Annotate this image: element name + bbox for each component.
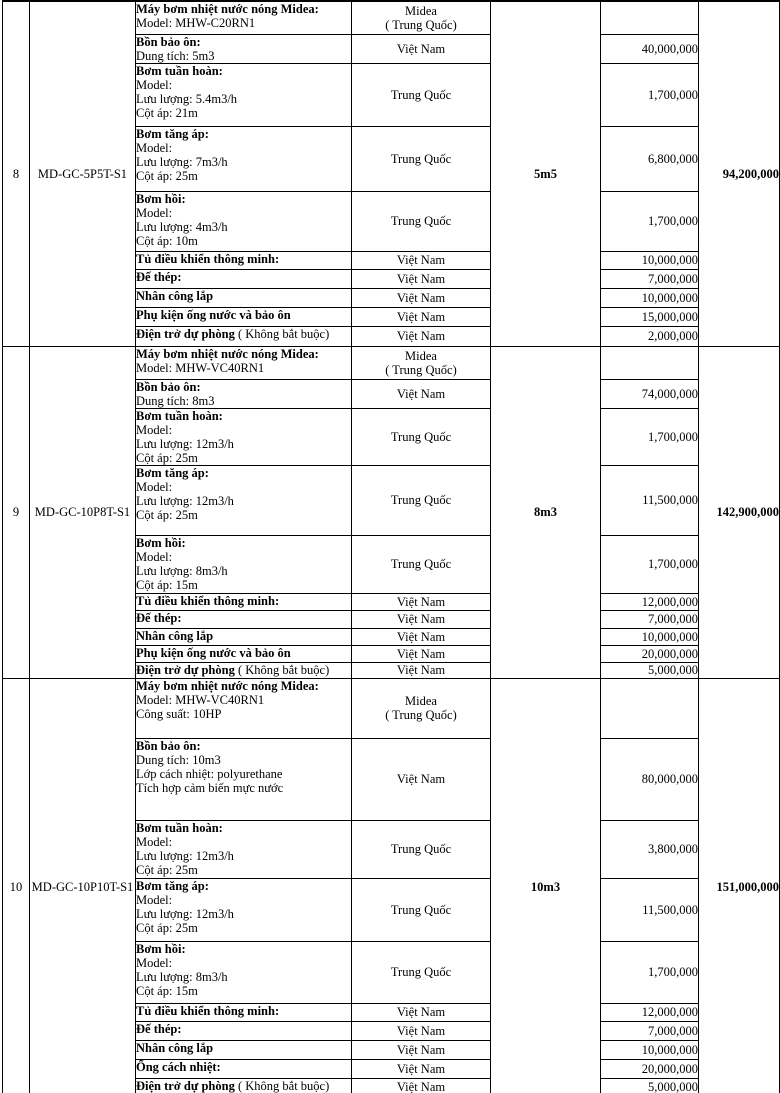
component-detail-line: Model:: [136, 422, 173, 437]
origin-line: Việt Nam: [396, 253, 446, 267]
component-description-cell: [136, 1059, 352, 1078]
component-title-line: [136, 629, 351, 643]
component-detail-line: Cột áp: 25m: [136, 450, 198, 465]
origin-cell: [352, 610, 491, 628]
component-detail-line: Lưu lượng: 7m3/h: [136, 154, 228, 169]
origin-cell: [352, 465, 491, 535]
origin-line: Trung Quốc: [390, 965, 452, 979]
component-detail-line: Dung tích: 5m3: [136, 48, 215, 63]
component-description-cell: [136, 408, 352, 465]
component-detail-line: Model:: [136, 549, 173, 564]
component-title: Máy bơm nhiệt nước nóng Midea:: [136, 678, 319, 693]
unit-price-cell: 5,000,000: [601, 662, 699, 678]
origin-cell: [352, 628, 491, 645]
component-title: Tủ điều khiển thông minh:: [136, 1003, 280, 1018]
unit-price-cell: 7,000,000: [601, 1021, 699, 1040]
origin-line: Việt Nam: [396, 271, 446, 286]
component-title: Bơm hồi:: [136, 941, 186, 956]
origin-cell: [352, 326, 491, 346]
origin-line: Việt Nam: [396, 1005, 446, 1019]
component-title-line: [136, 879, 351, 893]
price-quotation-table: [2, 0, 780, 1093]
component-title-line: [136, 1060, 351, 1074]
component-detail-line: Cột áp: 21m: [136, 105, 198, 120]
origin-line: Việt Nam: [396, 290, 446, 305]
table-row: [3, 678, 780, 738]
component-title-line: [136, 127, 351, 141]
origin-cell: [352, 34, 491, 63]
component-detail-line: Dung tích: 10m3: [136, 752, 221, 767]
origin-line: Trung Quốc: [390, 842, 452, 856]
row-number-cell: 9: [3, 346, 30, 678]
component-description-cell: [136, 191, 352, 251]
component-title-line: [136, 663, 351, 677]
unit-price-cell: 10,000,000: [601, 288, 699, 307]
component-title: Nhân công lắp: [136, 628, 214, 643]
component-title: Bơm hồi:: [136, 535, 186, 550]
component-description-cell: [136, 126, 352, 191]
component-detail-line: Model:: [136, 479, 173, 494]
origin-line: Việt Nam: [396, 1023, 446, 1038]
origin-line: Việt Nam: [396, 612, 446, 626]
component-title: Bơm tăng áp:: [136, 465, 209, 480]
component-title-line: [136, 409, 351, 423]
origin-line: Trung Quốc: [390, 902, 452, 917]
unit-price-cell: 80,000,000: [601, 738, 699, 820]
origin-line: Việt Nam: [396, 772, 446, 786]
unit-price-cell: 10,000,000: [601, 251, 699, 269]
component-detail-line: Công suất: 10HP: [136, 706, 222, 721]
component-detail-line: Model:: [136, 140, 173, 155]
component-description-cell: [136, 941, 352, 1003]
component-title: Máy bơm nhiệt nước nóng Midea:: [136, 2, 319, 16]
component-title: Bồn bảo ôn:: [136, 34, 201, 49]
component-description-cell: [136, 288, 352, 307]
origin-line: Việt Nam: [396, 646, 446, 661]
component-title: Đế thép:: [136, 269, 182, 284]
origin-cell: [352, 1059, 491, 1078]
row-number-cell: 8: [3, 1, 30, 346]
origin-line: ( Trung Quốc): [385, 17, 457, 32]
component-title: Tủ điều khiển thông minh:: [136, 593, 280, 608]
product-code-cell: MD-GC-10P10T-S1: [30, 678, 136, 1093]
component-title-line: [136, 679, 351, 693]
origin-line: Trung Quốc: [390, 151, 452, 166]
component-detail-line: Model:: [136, 955, 173, 970]
component-title-line: [136, 192, 351, 206]
component-description-cell: [136, 1021, 352, 1040]
product-code-cell: MD-GC-10P8T-S1: [30, 346, 136, 678]
origin-cell: [352, 288, 491, 307]
unit-price-cell: 6,800,000: [601, 126, 699, 191]
origin-cell: [352, 269, 491, 288]
component-title-suffix: ( Không bắt buộc): [234, 326, 330, 341]
component-description-cell: [136, 326, 352, 346]
component-title-line: [136, 2, 351, 16]
origin-cell: [352, 678, 491, 738]
component-description-cell: [136, 628, 352, 645]
component-title-line: [136, 252, 351, 266]
origin-line: Việt Nam: [396, 594, 446, 609]
origin-line: Trung Quốc: [390, 429, 452, 444]
component-detail-line: Lưu lượng: 12m3/h: [136, 848, 234, 863]
component-description-cell: [136, 662, 352, 678]
total-price-cell: 94,200,000: [699, 1, 780, 346]
component-detail-line: Cột áp: 25m: [136, 920, 198, 935]
origin-cell: [352, 645, 491, 662]
component-title: Bơm tuần hoàn:: [136, 63, 223, 78]
component-description-cell: [136, 738, 352, 820]
component-detail-line: Lưu lượng: 12m3/h: [136, 436, 234, 451]
component-title: Bơm tăng áp:: [136, 126, 209, 141]
origin-line: Việt Nam: [396, 629, 446, 644]
table-row: [3, 346, 780, 379]
unit-price-cell: 7,000,000: [601, 269, 699, 288]
origin-cell: [352, 1078, 491, 1093]
origin-line: Việt Nam: [396, 1061, 446, 1076]
origin-cell: [352, 662, 491, 678]
origin-line: Trung Quốc: [390, 557, 452, 571]
component-description-cell: [136, 269, 352, 288]
origin-line: Việt Nam: [396, 41, 446, 56]
component-detail-line: Lớp cách nhiệt: polyurethane: [136, 766, 283, 781]
component-detail-line: Lưu lượng: 8m3/h: [136, 563, 228, 578]
unit-price-cell: 20,000,000: [601, 1059, 699, 1078]
component-title-line: [136, 536, 351, 550]
row-number-cell: 10: [3, 678, 30, 1093]
component-title-line: [136, 821, 351, 835]
component-title-line: [136, 270, 351, 284]
component-description-cell: [136, 1003, 352, 1021]
unit-price-cell: 10,000,000: [601, 628, 699, 645]
origin-cell: [352, 346, 491, 379]
total-price-cell: 142,900,000: [699, 346, 780, 678]
component-description-cell: [136, 346, 352, 379]
unit-price-cell: 40,000,000: [601, 34, 699, 63]
component-title: Điện trở dự phòng: [136, 326, 235, 341]
component-title-line: [136, 611, 351, 625]
origin-line: Việt Nam: [396, 1042, 446, 1057]
unit-price-cell: 1,700,000: [601, 63, 699, 126]
origin-cell: [352, 191, 491, 251]
unit-price-cell: 2,000,000: [601, 326, 699, 346]
component-title-line: [136, 289, 351, 303]
origin-cell: [352, 820, 491, 878]
origin-cell: [352, 126, 491, 191]
component-title: Tủ điều khiển thông minh:: [136, 251, 280, 266]
component-title-line: [136, 308, 351, 322]
unit-price-cell: [601, 678, 699, 738]
origin-cell: [352, 593, 491, 610]
component-title-line: [136, 942, 351, 956]
origin-line: Trung Quốc: [390, 214, 452, 228]
origin-cell: [352, 738, 491, 820]
unit-price-cell: 12,000,000: [601, 1003, 699, 1021]
component-title: Bơm tăng áp:: [136, 878, 209, 893]
component-title-line: [136, 64, 351, 78]
component-title: Bồn bảo ôn:: [136, 738, 201, 753]
origin-line: Việt Nam: [396, 329, 446, 343]
component-title-line: [136, 1022, 351, 1036]
origin-line: Trung Quốc: [390, 87, 452, 102]
component-title-line: [136, 380, 351, 394]
component-title: Đế thép:: [136, 1021, 182, 1036]
origin-cell: [352, 408, 491, 465]
component-title: Phụ kiện ống nước và bảo ôn: [136, 645, 291, 660]
component-detail-line: Tích hợp cảm biến mực nước: [136, 780, 284, 795]
component-title-line: [136, 646, 351, 660]
unit-price-cell: 1,700,000: [601, 408, 699, 465]
unit-price-cell: 1,700,000: [601, 191, 699, 251]
component-description-cell: [136, 678, 352, 738]
component-title: Bồn bảo ôn:: [136, 379, 201, 394]
origin-cell: [352, 379, 491, 408]
component-detail-line: Model: MHW-VC40RN1: [136, 692, 265, 707]
component-detail-line: Lưu lượng: 8m3/h: [136, 969, 228, 984]
origin-cell: [352, 535, 491, 593]
origin-line: Việt Nam: [396, 386, 446, 401]
component-detail-line: Lưu lượng: 12m3/h: [136, 906, 234, 921]
capacity-cell: 5m5: [491, 1, 601, 346]
unit-price-cell: 10,000,000: [601, 1040, 699, 1059]
origin-cell: [352, 941, 491, 1003]
component-detail-line: Model: MHW-C20RN1: [136, 16, 256, 30]
component-description-cell: [136, 535, 352, 593]
component-description-cell: [136, 379, 352, 408]
component-title: Điện trở dự phòng: [136, 662, 235, 677]
unit-price-cell: 7,000,000: [601, 610, 699, 628]
component-title: Ống cách nhiệt:: [136, 1059, 221, 1074]
unit-price-cell: 20,000,000: [601, 645, 699, 662]
component-title-line: [136, 466, 351, 480]
component-detail-line: Cột áp: 15m: [136, 577, 198, 592]
component-title: Nhân công lắp: [136, 288, 214, 303]
component-detail-line: Dung tích: 8m3: [136, 393, 215, 408]
component-detail-line: Model:: [136, 77, 173, 92]
component-title: Nhân công lắp: [136, 1040, 214, 1055]
component-detail-line: Model:: [136, 834, 173, 849]
component-title: Phụ kiện ống nước và bảo ôn: [136, 307, 291, 322]
component-description-cell: [136, 593, 352, 610]
component-detail-line: Lưu lượng: 12m3/h: [136, 493, 234, 508]
unit-price-cell: 5,000,000: [601, 1078, 699, 1093]
component-title-line: [136, 1041, 351, 1055]
component-description-cell: [136, 610, 352, 628]
origin-line: Việt Nam: [396, 1080, 446, 1093]
origin-line: Midea: [405, 3, 437, 18]
unit-price-cell: 1,700,000: [601, 941, 699, 1003]
component-title-line: [136, 327, 351, 341]
component-detail-line: Cột áp: 25m: [136, 168, 198, 183]
origin-cell: [352, 251, 491, 269]
component-description-cell: [136, 63, 352, 126]
origin-line: Việt Nam: [396, 309, 446, 324]
component-detail-line: Cột áp: 15m: [136, 983, 198, 998]
component-title-line: [136, 739, 351, 753]
component-title: Bơm hồi:: [136, 191, 186, 206]
component-title: Điện trở dự phòng: [136, 1078, 235, 1093]
component-title-line: [136, 1079, 351, 1093]
unit-price-cell: 1,700,000: [601, 535, 699, 593]
component-description-cell: [136, 878, 352, 941]
origin-line: ( Trung Quốc): [385, 708, 457, 722]
component-description-cell: [136, 1078, 352, 1093]
origin-cell: [352, 1003, 491, 1021]
component-detail-line: Model:: [136, 892, 173, 907]
component-title-suffix: ( Không bắt buộc): [234, 662, 330, 677]
component-title-line: [136, 35, 351, 49]
component-description-cell: [136, 251, 352, 269]
origin-cell: [352, 307, 491, 326]
component-detail-line: Cột áp: 10m: [136, 233, 198, 248]
component-description-cell: [136, 465, 352, 535]
capacity-cell: 10m3: [491, 678, 601, 1093]
origin-line: Midea: [405, 348, 437, 363]
component-description-cell: [136, 307, 352, 326]
table-row: [3, 1, 780, 34]
origin-cell: [352, 878, 491, 941]
component-description-cell: [136, 645, 352, 662]
unit-price-cell: 11,500,000: [601, 465, 699, 535]
component-title: Bơm tuần hoàn:: [136, 408, 223, 423]
unit-price-cell: [601, 346, 699, 379]
component-detail-line: Lưu lượng: 4m3/h: [136, 219, 228, 234]
component-detail-line: Model:: [136, 205, 173, 220]
component-description-cell: [136, 1040, 352, 1059]
origin-line: Trung Quốc: [390, 493, 452, 507]
component-description-cell: [136, 820, 352, 878]
component-title-line: [136, 594, 351, 608]
total-price-cell: 151,000,000: [699, 678, 780, 1093]
component-title-suffix: ( Không bắt buộc): [234, 1078, 330, 1093]
component-detail-line: Lưu lượng: 5.4m3/h: [136, 91, 238, 106]
unit-price-cell: [601, 1, 699, 34]
unit-price-cell: 12,000,000: [601, 593, 699, 610]
origin-line: Việt Nam: [396, 663, 446, 677]
component-title-line: [136, 1004, 351, 1018]
origin-cell: [352, 63, 491, 126]
origin-cell: [352, 1021, 491, 1040]
origin-line: ( Trung Quốc): [385, 362, 457, 377]
component-description-cell: [136, 34, 352, 63]
origin-line: Midea: [405, 694, 437, 708]
capacity-cell: 8m3: [491, 346, 601, 678]
component-detail-line: Cột áp: 25m: [136, 862, 198, 877]
product-code-cell: MD-GC-5P5T-S1: [30, 1, 136, 346]
component-detail-line: Model: MHW-VC40RN1: [136, 360, 265, 375]
component-title: Máy bơm nhiệt nước nóng Midea:: [136, 346, 319, 361]
origin-cell: [352, 1040, 491, 1059]
component-title: Bơm tuần hoàn:: [136, 820, 223, 835]
unit-price-cell: 11,500,000: [601, 878, 699, 941]
unit-price-cell: 3,800,000: [601, 820, 699, 878]
component-description-cell: [136, 1, 352, 34]
component-title-line: [136, 347, 351, 361]
origin-cell: [352, 1, 491, 34]
unit-price-cell: 15,000,000: [601, 307, 699, 326]
component-detail-line: Cột áp: 25m: [136, 507, 198, 522]
unit-price-cell: 74,000,000: [601, 379, 699, 408]
component-title: Đế thép:: [136, 610, 182, 625]
